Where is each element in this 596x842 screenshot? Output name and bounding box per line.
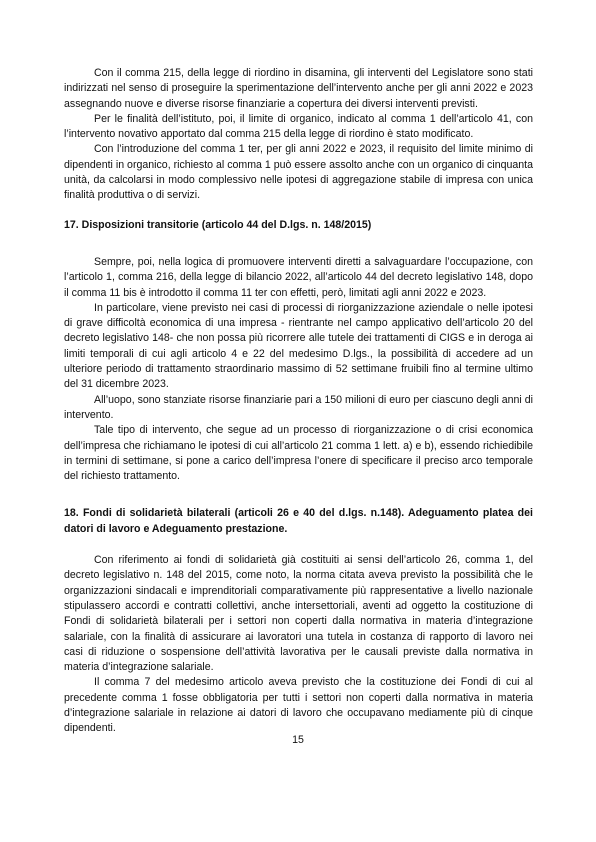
section-17 [64, 218, 533, 485]
document-page [64, 66, 533, 737]
section-18 [64, 506, 533, 736]
intro-section [64, 66, 533, 204]
page-number: 15 [292, 734, 304, 746]
paragraph: Tale tipo di intervento, che segue ad un processo di riorganizzazione o di crisi economica dell’impresa che richiamano le ipotesi di cui all’articolo 21 comma 1 lett. a) e b), essendo richiedibile in termini di settimane, si pone a carico dell’impresa l’onere di specificare il preciso arco temporale del richiesto trattamento. [64, 424, 533, 483]
paragraph: Sempre, poi, nella logica di promuovere interventi diretti a salvaguardare l’occupazione, con l’articolo 1, comma 216, della legge di bilancio 2022, all’articolo 44 del decreto legislativo 148, dopo il comma 11 bis è introdotto il comma 11 ter con effetti, però, limitati agli anni 2022 e 2023. [64, 255, 533, 299]
paragraph: Per le finalità dell’istituto, poi, il limite di organico, indicato al comma 1 dell’articolo 41, con l’intervento novativo apportato dal comma 215 della legge di riordino è stato modificato. [64, 112, 533, 141]
paragraph: All’uopo, sono stanziate risorse finanziarie pari a 150 milioni di euro per ciascuno degli anni di intervento. [64, 393, 533, 421]
paragraph: Con l’introduzione del comma 1 ter, per gli anni 2022 e 2023, il requisito del limite minimo di dipendenti in organico, richiesto al comma 1 può essere assolto anche con un organico di cinquanta unità, da calcolarsi in modo complessivo nelle ipotesi di aggregazione stabile di impresa con unica finalità produttiva o di servizi. [64, 143, 533, 202]
paragraph: Il comma 7 del medesimo articolo aveva previsto che la costituzione dei Fondi di cui al precedente comma 1 fosse obbligatoria per tutti i settori non coperti dalla normativa in materia d’integrazione salariale in relazione ai datori di lavoro che occupavano mediamente più di cinque dipendenti. [64, 676, 533, 735]
paragraph: In particolare, viene previsto nei casi di processi di riorganizzazione aziendale o nelle ipotesi di grave difficoltà economica di una impresa - rientrante nel campo applicativo dell’articolo 20 del decreto legislativo 148- che non possa più ricorrere alle tutele dei trattamenti di CIGS e in deroga ai limiti temporali di cui agli articolo 4 e 22 del medesimo D.lgs., la possibilità di accedere ad un ulteriore periodo di trattamento straordinario massimo di 52 settimane fruibili fino al termine ultimo del 31 dicembre 2023. [64, 301, 533, 391]
paragraph: Con riferimento ai fondi di solidarietà già costituiti ai sensi dell’articolo 26, comma 1, del decreto legislativo n. 148 del 2015, come noto, la norma citata aveva previsto la possibilità che le organizzazioni sindacali e imprenditoriali comparativamente più rappresentative a livello nazionale stipulassero accordi e contratti collettivi, anche intersettoriali, aventi ad oggetto la costituzione di Fondi di solidarietà bilaterali per i settori non coperti dalla normativa in materia d’integrazione salariale, con la finalità di assicurare ai lavoratori una tutela in costanza di rapporto di lavoro nei casi di riduzione o sospensione dell’attività lavorativa per le causali previste dalla normativa in materia d’integrazione salariale. [64, 554, 533, 674]
paragraph: Con il comma 215, della legge di riordino in disamina, gli interventi del Legislatore sono stati indirizzati nel senso di proseguire la sperimentazione dell’intervento anche per gli anni 2022 e 2023 assegnando nuove e diverse risorse finanziarie a copertura dei diversi interventi previsti. [64, 67, 533, 110]
section-heading: 17. Disposizioni transitorie (articolo 44 del D.lgs. n. 148/2015) [64, 218, 372, 231]
section-heading: 18. Fondi di solidarietà bilaterali (articoli 26 e 40 del d.lgs. n.148). Adeguamento platea dei datori di lavoro e Adeguamento prestazione. [64, 507, 533, 535]
